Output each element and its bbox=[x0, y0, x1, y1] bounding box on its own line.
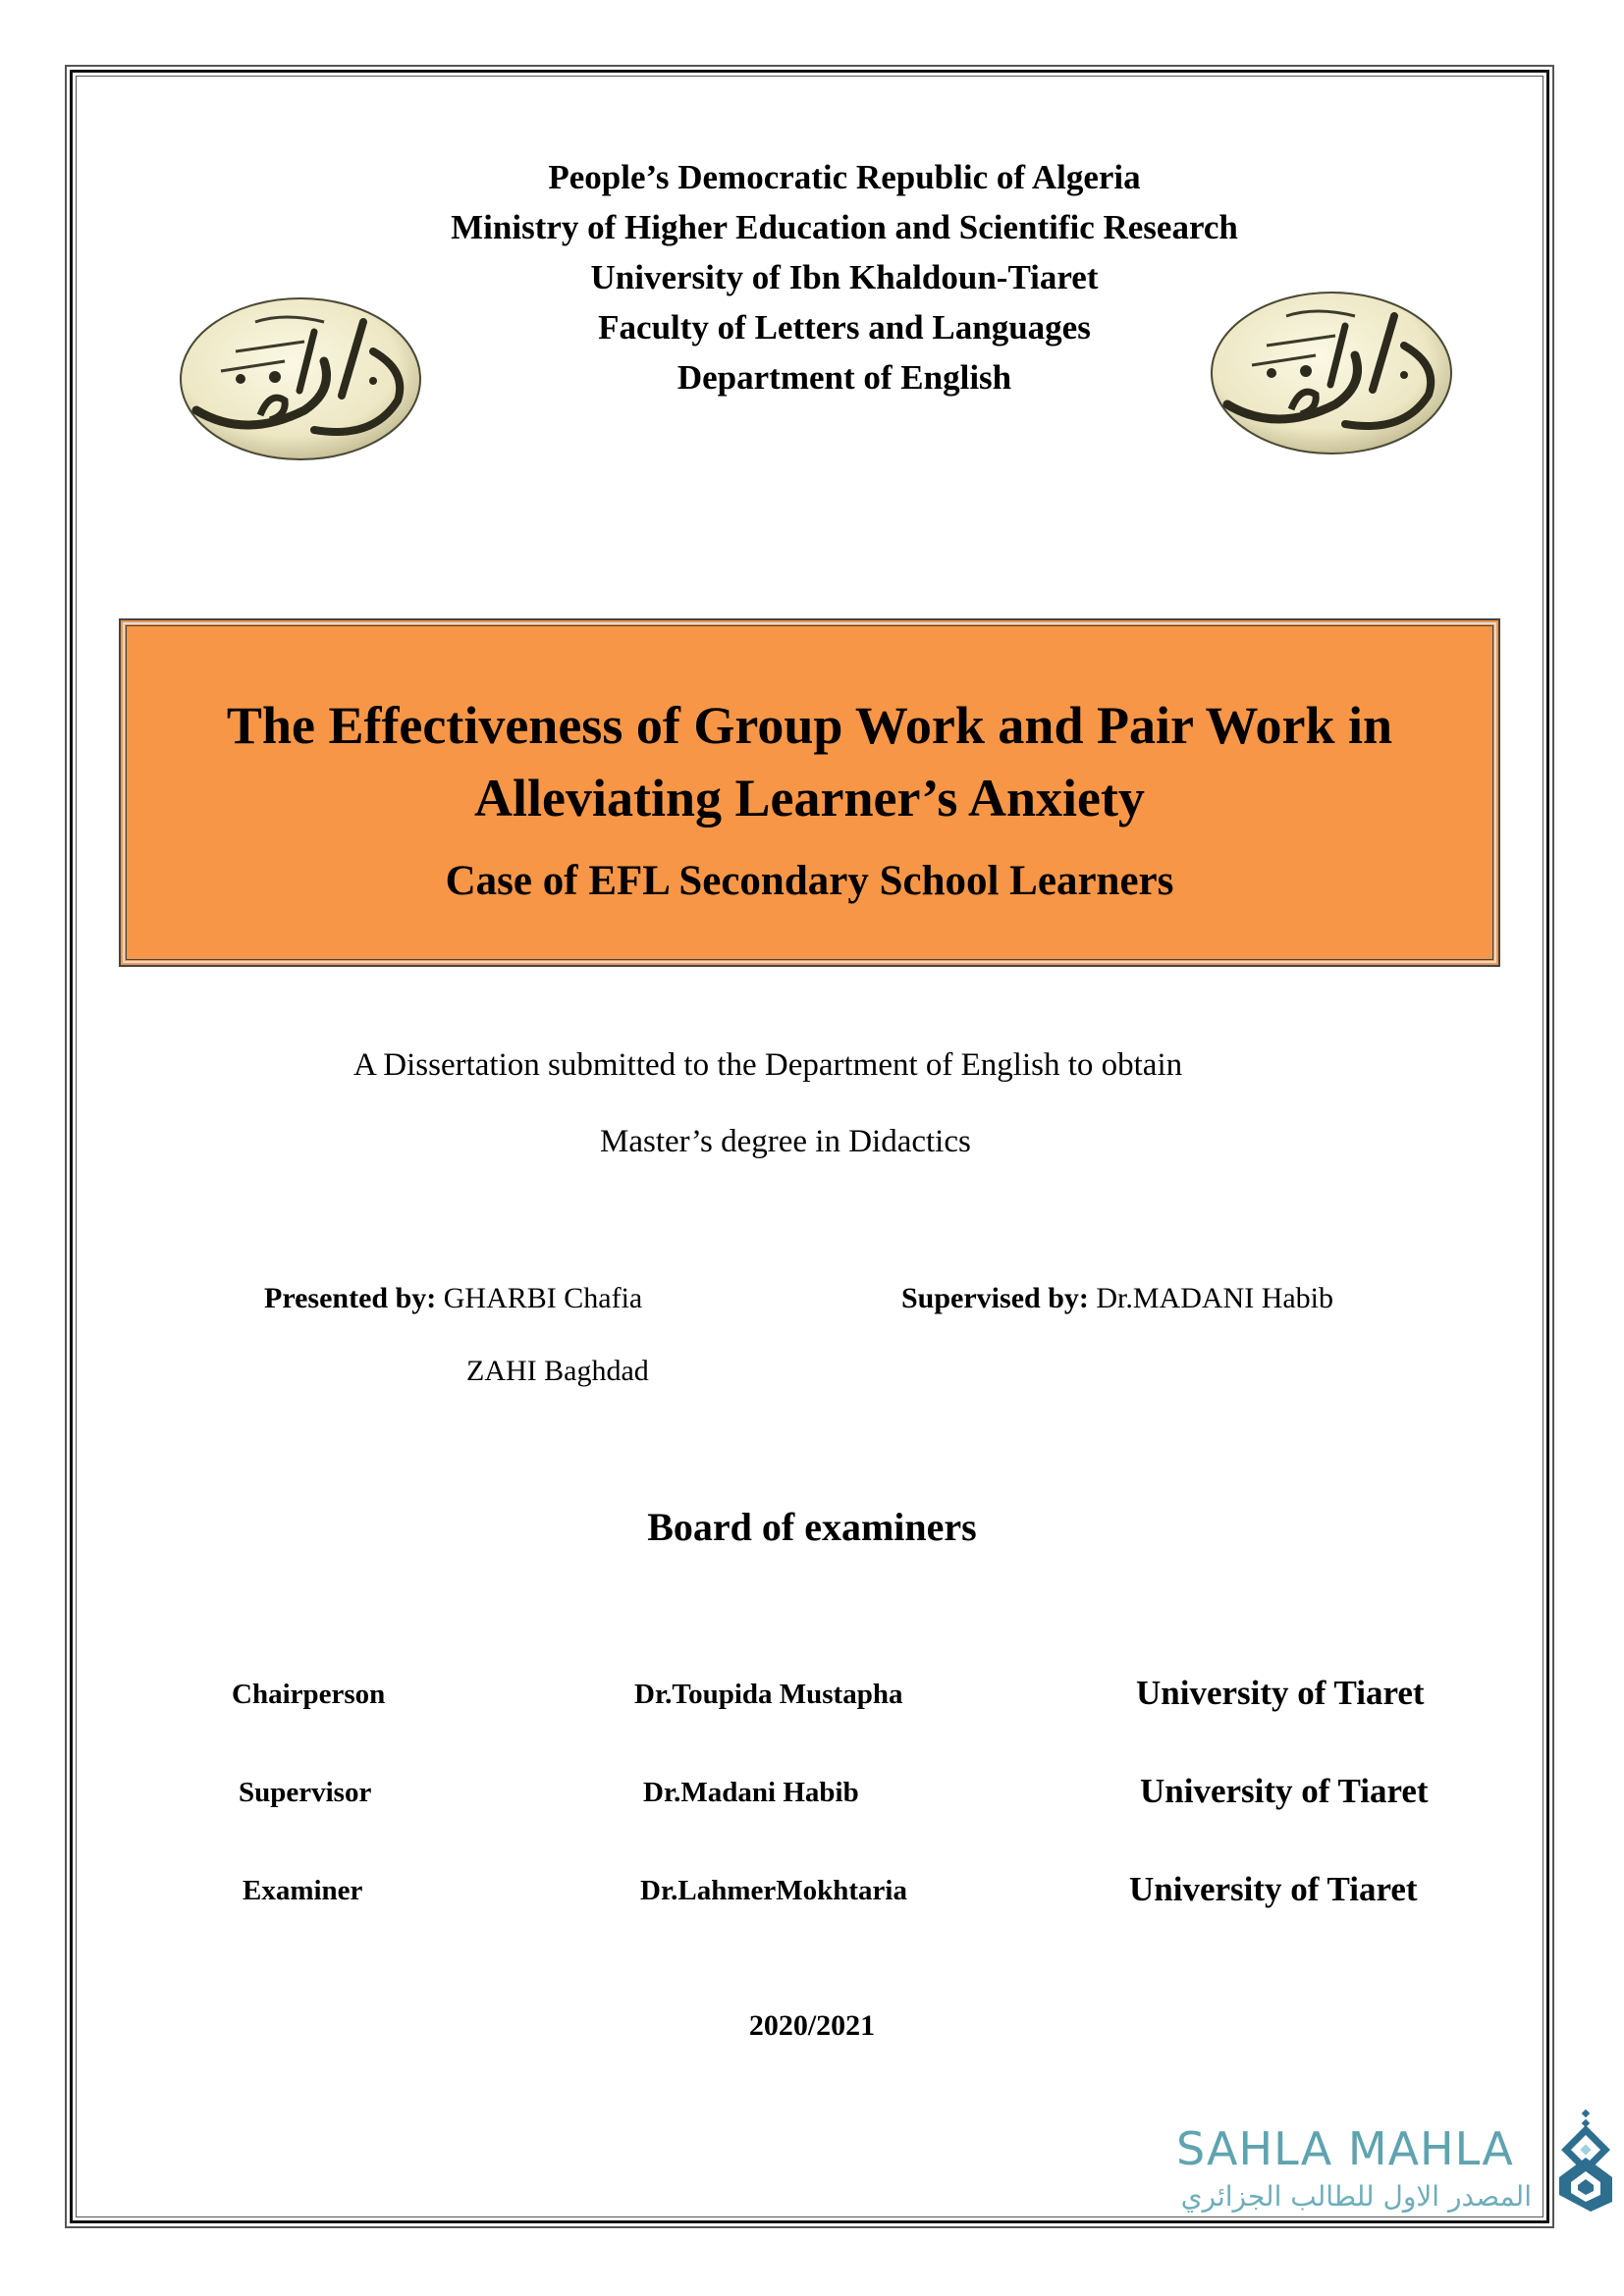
examiner-role: Supervisor bbox=[239, 1777, 372, 1808]
examiner-university: University of Tiaret bbox=[1129, 1870, 1418, 1908]
examiner-name: Dr.LahmerMokhtaria bbox=[640, 1875, 907, 1906]
watermark-brand: SAHLA MAHLA bbox=[1176, 2122, 1514, 2175]
presented-by-label: Presented by: bbox=[264, 1282, 437, 1314]
examiner-role: Chairperson bbox=[232, 1679, 386, 1710]
examiner-name: Dr.Toupida Mustapha bbox=[634, 1679, 903, 1710]
title-line-1: The Effectiveness of Group Work and Pair Work in bbox=[226, 696, 1393, 755]
dissertation-title bbox=[121, 689, 1498, 834]
author-name-1: GHARBI Chafia bbox=[443, 1282, 643, 1314]
board-title: Board of examiners bbox=[647, 1505, 977, 1549]
dissertation-statement-line-2: Master’s degree in Didactics bbox=[600, 1124, 971, 1159]
examiner-university: University of Tiaret bbox=[1140, 1772, 1429, 1810]
title-line-2: Alleviating Learner’s Anxiety bbox=[474, 769, 1145, 828]
university-name: University of Ibn Khaldoun-Tiaret bbox=[590, 258, 1099, 296]
sahla-mahla-emblem-icon bbox=[1551, 2109, 1620, 2216]
department-name: Department of English bbox=[677, 358, 1012, 397]
supervisor-name: Dr.MADANI Habib bbox=[1096, 1282, 1334, 1314]
country-name: People’s Democratic Republic of Algeria bbox=[548, 158, 1141, 196]
dissertation-statement-line-1: A Dissertation submitted to the Department of English to obtain bbox=[353, 1047, 1183, 1083]
title-box bbox=[119, 618, 1500, 967]
examiner-name: Dr.Madani Habib bbox=[643, 1777, 859, 1808]
presented-by bbox=[264, 1282, 642, 1315]
institution-header bbox=[334, 152, 1355, 402]
examiner-university: University of Tiaret bbox=[1136, 1674, 1425, 1712]
academic-year: 2020/2021 bbox=[748, 2009, 876, 2042]
author-name-2: ZAHI Baghdad bbox=[466, 1355, 649, 1387]
faculty-name: Faculty of Letters and Languages bbox=[598, 308, 1091, 347]
dissertation-subtitle: Case of EFL Secondary School Learners bbox=[445, 858, 1174, 904]
supervised-by bbox=[901, 1282, 1333, 1315]
ministry-name: Ministry of Higher Education and Scientific Research bbox=[451, 208, 1238, 246]
watermark-tagline: المصدر الاول للطالب الجزائري bbox=[1180, 2180, 1532, 2213]
examiner-role: Examiner bbox=[243, 1875, 363, 1906]
supervised-by-label: Supervised by: bbox=[901, 1282, 1089, 1314]
